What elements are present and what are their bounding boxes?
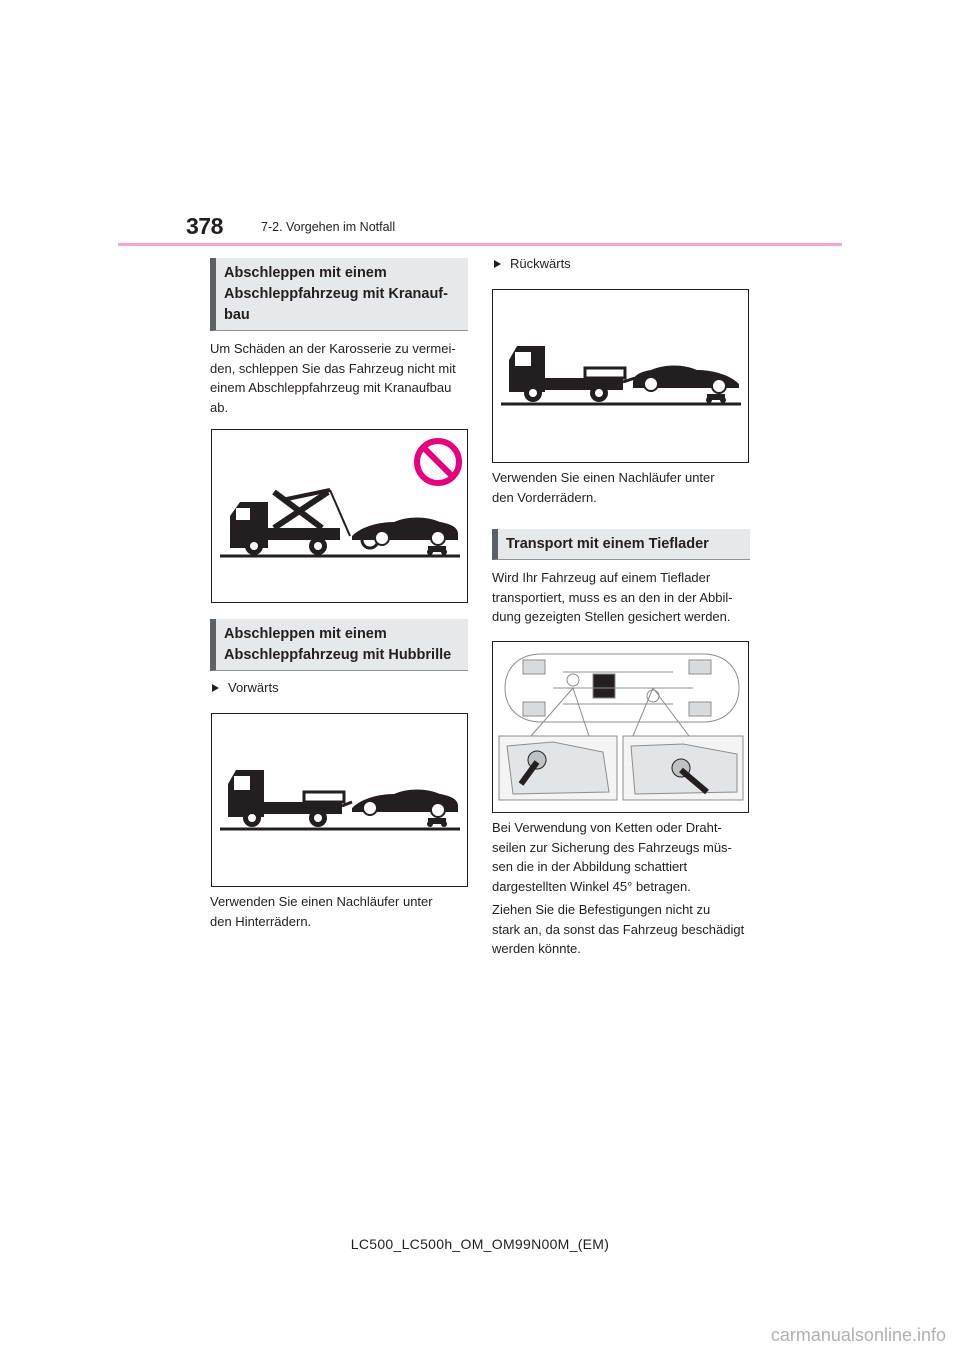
section-title: 7-2. Vorgehen im Notfall bbox=[261, 220, 396, 234]
page-number: 378 bbox=[186, 213, 223, 239]
document-code: LC500_LC500h_OM_OM99N00M_(EM) bbox=[350, 1236, 610, 1252]
sports-car bbox=[352, 518, 458, 556]
heading-flatbed bbox=[492, 529, 750, 560]
figure-backward-tow bbox=[492, 289, 749, 463]
figure-tie-down-points bbox=[492, 641, 749, 813]
text-line: Verwenden Sie einen Nachläufer unter bbox=[210, 894, 433, 909]
text-line: den Hinterrädern. bbox=[210, 913, 312, 929]
paragraph-rear-dolly bbox=[210, 892, 433, 931]
paragraph-crane-warning bbox=[210, 339, 456, 417]
heading-crane-tow bbox=[210, 258, 468, 331]
triangle-bullet-icon bbox=[494, 260, 501, 268]
bullet-backward bbox=[494, 256, 571, 271]
header-rule bbox=[118, 243, 842, 246]
heading-line: Abschleppfahrzeug mit Hubbrille bbox=[224, 647, 452, 663]
text-line: Bei Verwendung von Ketten oder Draht- bbox=[492, 820, 722, 835]
sports-car bbox=[633, 366, 739, 404]
text-line: Ziehen Sie die Befestigungen nicht zu bbox=[492, 902, 711, 917]
text-line: einem Abschleppfahrzeug mit Kranaufbau bbox=[210, 380, 452, 395]
tow-truck-flatbed bbox=[509, 346, 635, 402]
vehicle-underbody bbox=[505, 654, 739, 722]
heading-line: Abschleppen mit einem bbox=[224, 265, 387, 281]
bullet-forward bbox=[212, 680, 279, 695]
figure-forward-tow bbox=[211, 713, 468, 887]
paragraph-tension-warning bbox=[492, 900, 744, 959]
heading-line: bau bbox=[224, 307, 250, 323]
text-line: werden könnte. bbox=[492, 941, 581, 956]
bullet-label: Rückwärts bbox=[510, 256, 571, 271]
figure-crane-tow bbox=[211, 429, 468, 603]
text-line: dargestellten Winkel 45° betragen. bbox=[492, 878, 691, 894]
text-line: sen die in der Abbildung schattiert bbox=[492, 859, 688, 874]
text-line: den Vorderrädern. bbox=[492, 489, 597, 505]
text-line: ab. bbox=[210, 399, 229, 415]
heading-line: Abschleppen mit einem bbox=[224, 626, 387, 642]
text-line: Um Schäden an der Karosserie zu vermei- bbox=[210, 341, 456, 356]
text-line: Wird Ihr Fahrzeug auf einem Tieflader bbox=[492, 570, 711, 585]
heading-line: Abschleppfahrzeug mit Kranauf- bbox=[224, 286, 448, 302]
detail-front-tie-down bbox=[499, 736, 617, 800]
heading-line: Transport mit einem Tieflader bbox=[506, 536, 709, 552]
tow-truck-flatbed bbox=[228, 770, 352, 827]
bullet-label: Vorwärts bbox=[228, 680, 279, 695]
watermark: carmanualsonline.info bbox=[770, 1325, 946, 1345]
prohibited-icon bbox=[417, 441, 459, 483]
text-line: Verwenden Sie einen Nachläufer unter bbox=[492, 470, 715, 485]
paragraph-chains bbox=[492, 818, 732, 896]
detail-rear-tie-down bbox=[623, 736, 743, 800]
text-line: transportiert, muss es an den in der Abbil- bbox=[492, 589, 733, 605]
text-line: den, schleppen Sie das Fahrzeug nicht mit bbox=[210, 360, 456, 376]
text-line: seilen zur Sicherung des Fahrzeugs müs- bbox=[492, 839, 732, 855]
triangle-bullet-icon bbox=[212, 684, 219, 692]
paragraph-flatbed bbox=[492, 568, 733, 627]
tow-truck-crane bbox=[230, 490, 378, 555]
paragraph-front-dolly bbox=[492, 468, 715, 507]
sports-car bbox=[352, 790, 458, 828]
heading-wheel-lift bbox=[210, 619, 468, 671]
text-line: stark an, da sonst das Fahrzeug beschädigt bbox=[492, 921, 745, 937]
text-line: dung gezeigten Stellen gesichert werden. bbox=[492, 609, 731, 624]
